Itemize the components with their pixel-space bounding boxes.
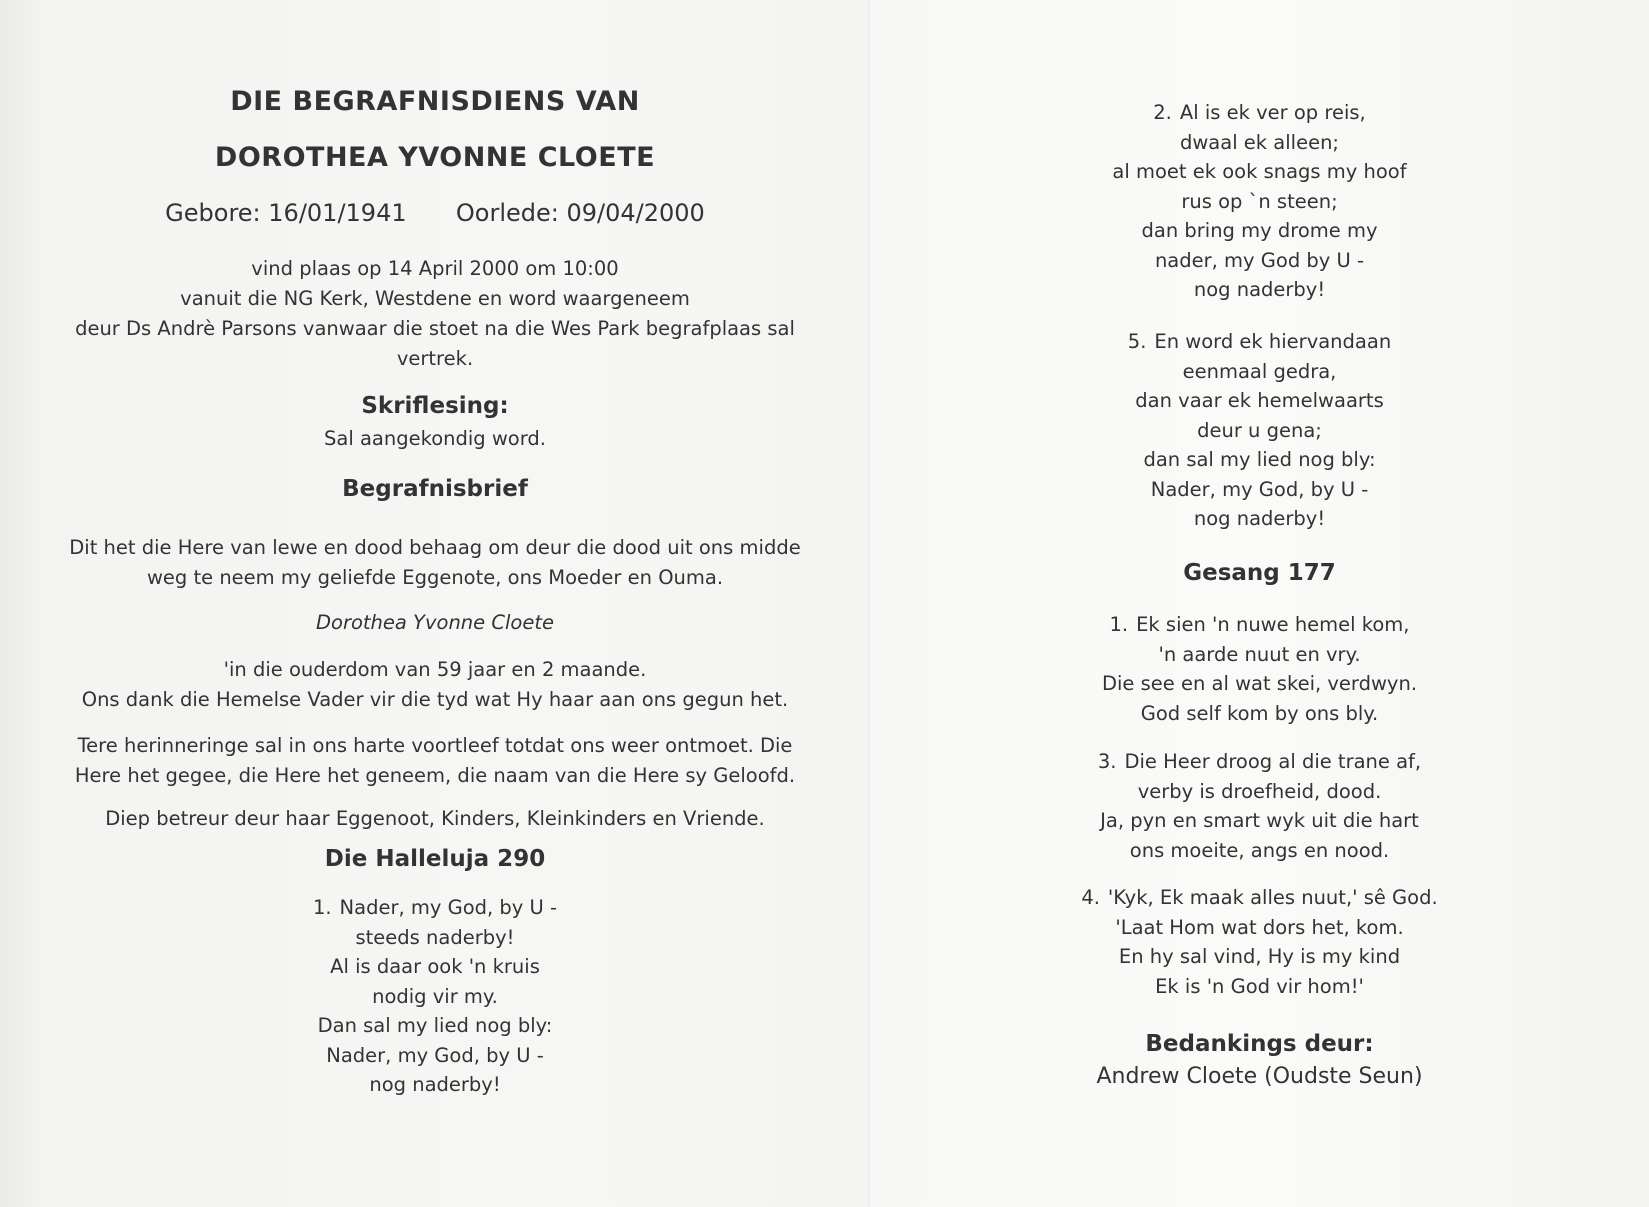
letter-line: Ons dank die Hemelse Vader vir die tyd wat Hy haar aan ons gegun het. xyxy=(81,688,789,711)
title-line-2: DOROTHEA YVONNE CLOETE xyxy=(214,142,656,173)
verse-line: En hy sal vind, Hy is my kind xyxy=(1118,945,1401,968)
thanks-heading: Bedankings deur: xyxy=(1145,1031,1374,1057)
right-page xyxy=(870,0,1649,1207)
thanks-name: Andrew Cloete (Oudste Seun) xyxy=(1096,1064,1423,1089)
verse-number: 4. xyxy=(1081,886,1100,909)
dates-row xyxy=(0,199,870,227)
letter-paragraph-4: Diep betreur deur haar Eggenoot, Kinders, Kleinkinders en Vriende. xyxy=(105,807,765,830)
hymn-verse-1 xyxy=(0,893,870,1100)
verse-line: En word ek hiervandaan xyxy=(1154,330,1392,353)
service-line: vind plaas op 14 April 2000 om 10:00 xyxy=(251,257,619,280)
verse-line: nog naderby! xyxy=(1193,507,1326,530)
verse-line: dan sal my lied nog bly: xyxy=(1143,448,1376,471)
letter-line: Tere herinneringe sal in ons harte voortleef totdat ons weer ontmoet. Die xyxy=(77,734,793,757)
letter-line: weg te neem my geliefde Eggenote, ons Moeder en Ouma. xyxy=(146,566,724,589)
title-line-1: DIE BEGRAFNISDIENS VAN xyxy=(230,86,640,117)
hymn-verse-5 xyxy=(870,327,1649,534)
verse-line: Ja, pyn en smart wyk uit die hart xyxy=(1100,809,1419,832)
verse-line: Die see en al wat skei, verdwyn. xyxy=(1101,672,1418,695)
verse-line: 'n aarde nuut en vry. xyxy=(1158,642,1361,666)
service-details xyxy=(0,254,870,374)
hymn-verse-2 xyxy=(870,98,1649,305)
verse-line: nader, my God by U - xyxy=(1154,248,1365,272)
verse-line: steeds naderby! xyxy=(355,925,515,949)
verse-line: Al is daar ook 'n kruis xyxy=(330,955,540,978)
verse-line: eenmaal gedra, xyxy=(1182,359,1337,383)
service-line: deur Ds Andrè Parsons vanwaar die stoet na die Wes Park begrafplaas sal xyxy=(75,317,795,340)
letter-paragraph-3 xyxy=(0,731,870,791)
verse-number: 1. xyxy=(1109,613,1129,636)
gesang-verse-1 xyxy=(870,610,1649,728)
verse-line: dwaal ek alleen; xyxy=(1179,130,1340,154)
verse-line: Dan sal my lied nog bly: xyxy=(317,1014,553,1037)
verse-number: 5. xyxy=(1127,330,1147,353)
verse-line: deur u gena; xyxy=(1197,418,1322,442)
verse-line: Al is ek ver op reis, xyxy=(1179,101,1366,124)
verse-line: nodig vir my. xyxy=(372,984,498,1008)
verse-line: al moet ek ook snags my hoof xyxy=(1112,160,1407,183)
verse-line: Ek is 'n God vir hom!' xyxy=(1155,974,1364,998)
verse-line: God self kom by ons bly. xyxy=(1140,701,1379,725)
letter-line: 'in die ouderdom van 59 jaar en 2 maande. xyxy=(223,658,647,681)
hymn-heading: Die Halleluja 290 xyxy=(324,846,546,872)
verse-line: nog naderby! xyxy=(369,1073,501,1096)
verse-line: verby is droefheid, dood. xyxy=(1137,779,1382,803)
service-line: vertrek. xyxy=(396,347,474,370)
verse-line: Nader, my God, by U - xyxy=(339,896,558,919)
verse-line: dan bring my drome my xyxy=(1141,219,1378,242)
verse-line: 'Kyk, Ek maak alles nuut,' sê God. xyxy=(1107,886,1438,909)
verse-number: 3. xyxy=(1097,750,1117,773)
verse-line: dan vaar ek hemelwaarts xyxy=(1135,389,1384,412)
reading-heading: Skriflesing: xyxy=(361,393,509,419)
verse-line: ons moeite, angs en nood. xyxy=(1129,838,1390,862)
death-date: Oorlede: 09/04/2000 xyxy=(455,199,705,227)
gesang-verse-3 xyxy=(870,747,1649,865)
verse-line: Die Heer droog al die trane af, xyxy=(1124,750,1422,773)
letter-line: Here het gegee, die Here het geneem, die naam van die Here sy Geloofd. xyxy=(74,764,796,787)
reading-text: Sal aangekondig word. xyxy=(324,427,546,450)
hymn2-heading: Gesang 177 xyxy=(1183,560,1336,586)
verse-line: nog naderby! xyxy=(1193,278,1326,301)
letter-paragraph-1 xyxy=(0,533,870,593)
letter-heading: Begrafnisbrief xyxy=(342,476,528,502)
verse-line: Ek sien 'n nuwe hemel kom, xyxy=(1136,613,1410,636)
verse-line: rus op `n steen; xyxy=(1181,189,1338,213)
verse-line: 'Laat Hom wat dors het, kom. xyxy=(1115,915,1404,939)
gesang-verse-4 xyxy=(870,883,1649,1001)
letter-paragraph-2 xyxy=(0,655,870,715)
service-line: vanuit die NG Kerk, Westdene en word waargeneem xyxy=(180,287,690,310)
verse-line: Nader, my God, by U - xyxy=(1150,477,1369,501)
verse-line: Nader, my God, by U - xyxy=(326,1043,544,1067)
deceased-name: Dorothea Yvonne Cloete xyxy=(316,611,554,634)
birth-date: Gebore: 16/01/1941 xyxy=(165,199,407,227)
letter-line: Dit het die Here van lewe en dood behaag om deur die dood uit ons midde xyxy=(69,536,801,559)
verse-number: 2. xyxy=(1153,101,1172,124)
verse-number: 1. xyxy=(312,896,332,919)
